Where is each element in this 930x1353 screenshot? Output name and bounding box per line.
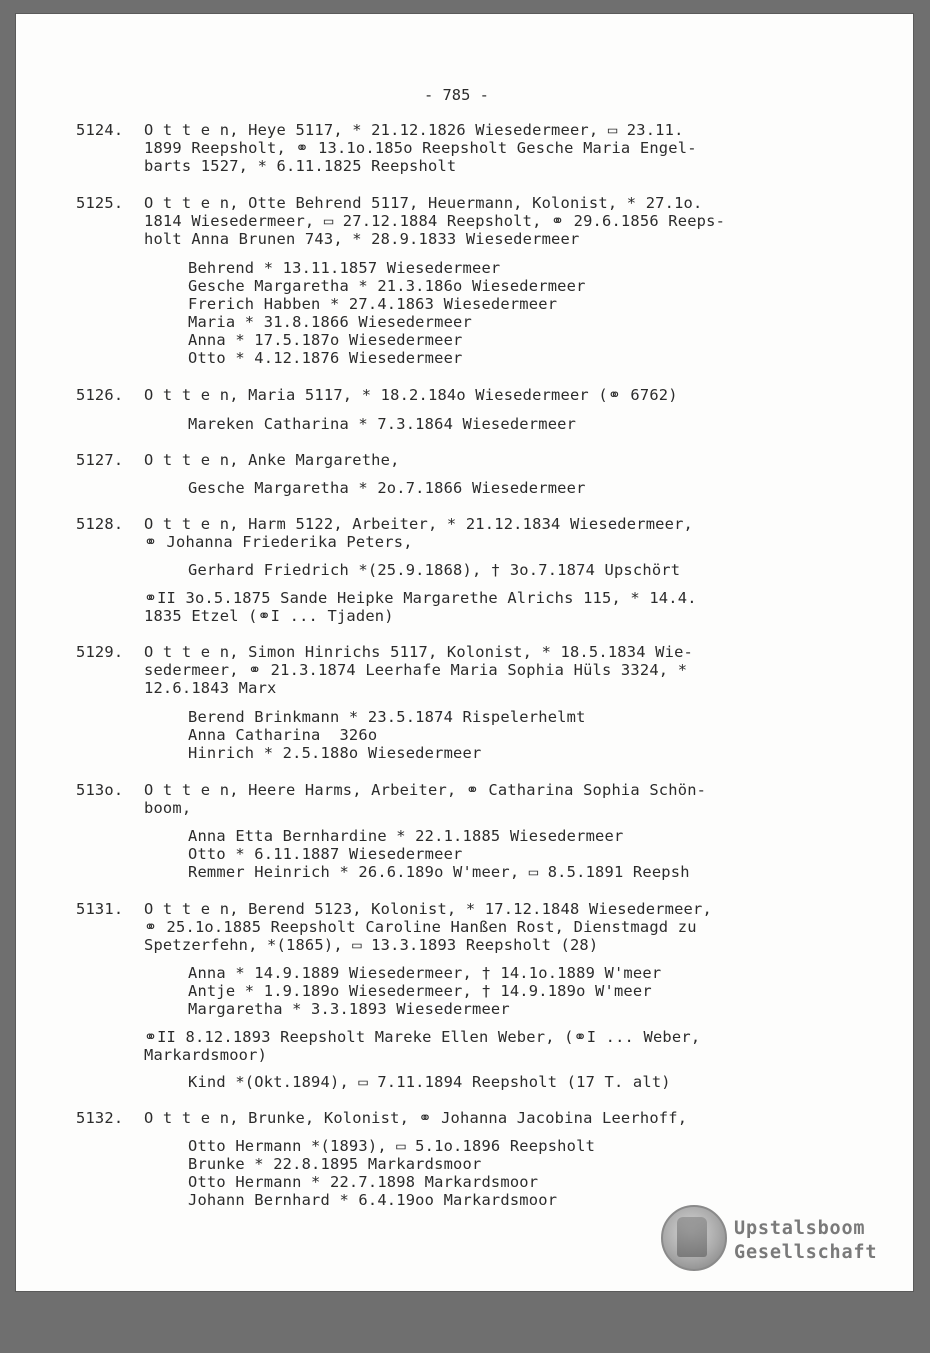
entry-line: 1899 Reepsholt, ⚭ 13.1o.185o Reepsholt Gesche Maria Engel- — [144, 139, 697, 157]
child-line: Johann Bernhard * 6.4.19oo Markardsmoor — [188, 1191, 558, 1209]
child-line: Behrend * 13.11.1857 Wiesedermeer — [188, 259, 501, 277]
entry-line: O t t e n, Heere Harms, Arbeiter, ⚭ Catharina Sophia Schön- — [144, 781, 707, 799]
entry-line: O t t e n, Otte Behrend 5117, Heuermann, Kolonist, * 27.1o. — [144, 194, 703, 212]
entry-line: 1835 Etzel (⚭I ... Tjaden) — [144, 607, 394, 625]
child-line: Berend Brinkmann * 23.5.1874 Rispelerhelmt — [188, 708, 586, 726]
child-line: Maria * 31.8.1866 Wiesedermeer — [188, 313, 472, 331]
child-line: Gesche Margaretha * 21.3.186o Wiesedermeer — [188, 277, 586, 295]
entry-number: 5132. — [76, 1109, 124, 1127]
child-line: Antje * 1.9.189o Wiesedermeer, † 14.9.189o W'meer — [188, 982, 652, 1000]
child-line: Otto Hermann * 22.7.1898 Markardsmoor — [188, 1173, 539, 1191]
entry-number: 5126. — [76, 386, 124, 404]
entry-line: boom, — [144, 799, 192, 817]
child-line: Margaretha * 3.3.1893 Wiesedermeer — [188, 1000, 510, 1018]
seal-figure — [677, 1217, 707, 1257]
child-line: Anna * 14.9.1889 Wiesedermeer, † 14.1o.1889 W'meer — [188, 964, 662, 982]
child-line: Anna Etta Bernhardine * 22.1.1885 Wiesedermeer — [188, 827, 624, 845]
entry-number: 5127. — [76, 451, 124, 469]
entry-line: O t t e n, Maria 5117, * 18.2.184o Wiesedermeer (⚭ 6762) — [144, 386, 678, 404]
entry-line: holt Anna Brunen 743, * 28.9.1833 Wiesedermeer — [144, 230, 580, 248]
entry-line: 1814 Wiesedermeer, ▭ 27.12.1884 Reepsholt, ⚭ 29.6.1856 Reeps- — [144, 212, 726, 230]
entry-number: 5124. — [76, 121, 124, 139]
child-line: Anna Catharina 326o — [188, 726, 378, 744]
entry-line: Spetzerfehn, *(1865), ▭ 13.3.1893 Reepsholt (28) — [144, 936, 599, 954]
entry-line: ⚭II 3o.5.1875 Sande Heipke Margarethe Alrichs 115, * 14.4. — [144, 589, 697, 607]
watermark-line-1: Upstalsboom — [734, 1218, 866, 1239]
child-line: Frerich Habben * 27.4.1863 Wiesedermeer — [188, 295, 558, 313]
child-line: Gerhard Friedrich *(25.9.1868), † 3o.7.1874 Upschört — [188, 561, 681, 579]
child-line: Gesche Margaretha * 2o.7.1866 Wiesedermeer — [188, 479, 586, 497]
entry-number: 5125. — [76, 194, 124, 212]
child-line: Brunke * 22.8.1895 Markardsmoor — [188, 1155, 482, 1173]
child-line: Otto Hermann *(1893), ▭ 5.1o.1896 Reepsholt — [188, 1137, 596, 1155]
entry-line: ⚭ 25.1o.1885 Reepsholt Caroline Hanßen Rost, Dienstmagd zu — [144, 918, 697, 936]
watermark-text — [734, 1217, 877, 1265]
entry-number: 513o. — [76, 781, 124, 799]
entry-line: O t t e n, Harm 5122, Arbeiter, * 21.12.1834 Wiesedermeer, — [144, 515, 694, 533]
entry-line: Markardsmoor) — [144, 1046, 268, 1064]
page-number: - 785 - — [424, 86, 489, 104]
entry-number: 5128. — [76, 515, 124, 533]
child-line: Anna * 17.5.187o Wiesedermeer — [188, 331, 463, 349]
child-line: Otto * 6.11.1887 Wiesedermeer — [188, 845, 463, 863]
child-line: Mareken Catharina * 7.3.1864 Wiesedermeer — [188, 415, 577, 433]
entry-line: O t t e n, Heye 5117, * 21.12.1826 Wiesedermeer, ▭ 23.11. — [144, 121, 684, 139]
child-line: Otto * 4.12.1876 Wiesedermeer — [188, 349, 463, 367]
child-line: Hinrich * 2.5.188o Wiesedermeer — [188, 744, 482, 762]
entry-line: 12.6.1843 Marx — [144, 679, 277, 697]
entry-line: barts 1527, * 6.11.1825 Reepsholt — [144, 157, 457, 175]
entry-line: O t t e n, Brunke, Kolonist, ⚭ Johanna Jacobina Leerhoff, — [144, 1109, 688, 1127]
entry-line: ⚭II 8.12.1893 Reepsholt Mareke Ellen Weber, (⚭I ... Weber, — [144, 1028, 701, 1046]
entry-number: 5131. — [76, 900, 124, 918]
society-seal-icon — [661, 1205, 727, 1271]
entry-line: ⚭ Johanna Friederika Peters, — [144, 533, 413, 551]
watermark-line-2: Gesellschaft — [734, 1242, 878, 1263]
child-line: Kind *(Okt.1894), ▭ 7.11.1894 Reepsholt (17 T. alt) — [188, 1073, 671, 1091]
entry-line: O t t e n, Berend 5123, Kolonist, * 17.12.1848 Wiesedermeer, — [144, 900, 712, 918]
child-line: Remmer Heinrich * 26.6.189o W'meer, ▭ 8.5.1891 Reepsh — [188, 863, 690, 881]
entry-number: 5129. — [76, 643, 124, 661]
entry-line: O t t e n, Simon Hinrichs 5117, Kolonist, * 18.5.1834 Wie- — [144, 643, 694, 661]
entry-line: sedermeer, ⚭ 21.3.1874 Leerhafe Maria Sophia Hüls 3324, * — [144, 661, 688, 679]
entry-line: O t t e n, Anke Margarethe, — [144, 451, 400, 469]
document-page — [16, 14, 913, 1291]
